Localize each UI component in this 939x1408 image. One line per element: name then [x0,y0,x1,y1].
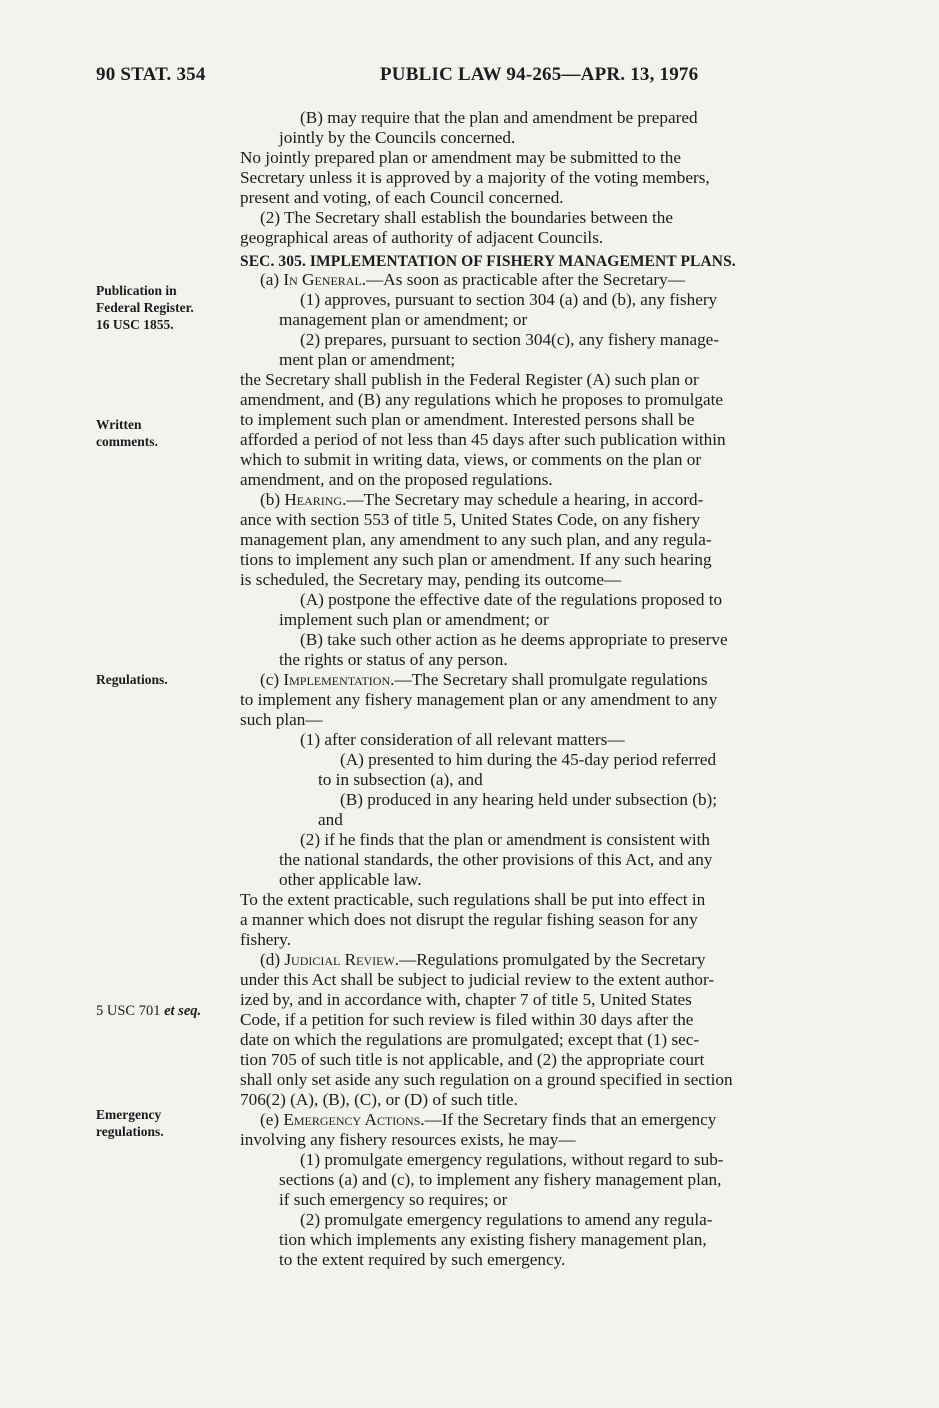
subsection-e-1: (1) promulgate emergency regulations, without regard to sub- sections (a) and (c), to implement any fishery management plan, if such emergency so requires; or [279,1150,724,1209]
subsection-b-B: (B) take such other action as he deems appropriate to preserve the rights or status of any person. [279,630,728,669]
law-title: PUBLIC LAW 94-265—APR. 13, 1976 [380,64,699,85]
paragraph-2-boundaries: (2) The Secretary shall establish the boundaries between the geographical areas of authority of adjacent Councils. [240,208,673,247]
stat-page-number: 90 STAT. 354 [96,64,206,85]
section-305-heading: SEC. 305. IMPLEMENTATION OF FISHERY MANAGEMENT PLANS. [240,253,736,270]
subsection-b-hearing: (b) Hearing.—The Secretary may schedule a hearing, in accord- ance with section 553 of title 5, United States Code, on any fishery management plan, any amendment to any such plan, and any regula- tions to implement any such plan or amendment. If any such hearing is scheduled, the Secretary may, pending its outcome— [240,490,712,589]
subsection-c-1: (1) after consideration of all relevant matters— [300,730,625,749]
subsection-a: (a) In General.—As soon as practicable after the Secretary— [260,270,685,289]
body-text [240,108,860,1270]
subsection-c-1-B: (B) produced in any hearing held under subsection (b); and [318,790,718,829]
margin-note-usc-701: 5 USC 701 et seq. [96,1003,202,1019]
subsection-a-2: (2) prepares, pursuant to section 304(c), any fishery manage- ment plan or amendment; [279,330,720,369]
subsection-c-2: (2) if he finds that the plan or amendment is consistent with the national standards, the other provisions of this Act, and any other applicable law. [279,830,713,889]
margin-note-emergency: Emergency regulations. [96,1107,164,1139]
paragraph-extent: To the extent practicable, such regulations shall be put into effect in a manner which does not disrupt the regular fishing season for any fishery. [240,890,706,949]
subsection-d-judicial-review: (d) Judicial Review.—Regulations promulgated by the Secretary under this Act shall be subject to judicial review to the extent author- ized by, and in accordance with, chapter 7 of title 5, United States Code, if a petition for such review is filed within 30 days after the date on which the regulations are promulgated; except that (1) sec- tion 705 of such title is not applicable, and (2) the appropriate court shall only set aside any such regulation on a ground specified in section 706(2) (A), (B), (C), or (D) of such title. [240,950,733,1109]
paragraph-publish: the Secretary shall publish in the Federal Register (A) such plan or amendment, and (B) any regulations which he proposes to promulgate to implement such plan or amendment. Interested persons shall be afforded a period of not less than 45 days after such publication within which to submit in writing data, views, or comments on the plan or amendment, and on the proposed regulations. [240,370,726,489]
margin-note-written-comments: Written comments. [96,417,158,449]
margin-note-regulations: Regulations. [96,672,168,687]
paragraph-b-jointly: (B) may require that the plan and amendment be prepared jointly by the Councils concerned. [279,108,698,147]
subsection-b-A: (A) postpone the effective date of the regulations proposed to implement such plan or amendment; or [279,590,723,629]
subsection-e-2: (2) promulgate emergency regulations to amend any regula- tion which implements any existing fishery management plan, to the extent required by such emergency. [279,1210,713,1269]
subsection-c-1-A: (A) presented to him during the 45-day period referred to in subsection (a), and [318,750,717,789]
subsection-a-1: (1) approves, pursuant to section 304 (a) and (b), any fishery management plan or amendment; or [279,290,718,329]
margin-note-publication: Publication in Federal Register. 16 USC 1855. [96,283,194,332]
subsection-c-implementation: (c) Implementation.—The Secretary shall promulgate regulations to implement any fishery management plan or any amendment to any such plan— [240,670,718,729]
subsection-e-emergency-actions: (e) Emergency Actions.—If the Secretary finds that an emergency involving any fishery resources exists, he may— [240,1110,717,1149]
paragraph-jointly-prepared: No jointly prepared plan or amendment may be submitted to the Secretary unless it is approved by a majority of the voting members, present and voting, of each Council concerned. [240,148,710,207]
